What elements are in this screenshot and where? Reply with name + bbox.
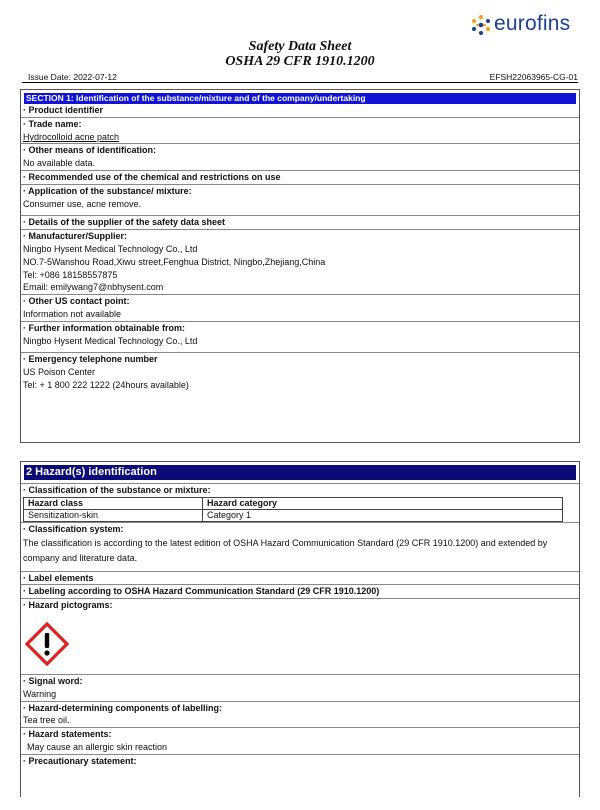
issue-date: Issue Date: 2022-07-12: [28, 72, 117, 82]
components-value: Tea tree oil.: [23, 715, 70, 726]
pictograms-label: · Hazard pictograms:: [23, 600, 113, 611]
supplier-details-label: · Details of the supplier of the safety data sheet: [23, 217, 226, 228]
manufacturer-address: NO.7-5Wanshou Road,Xiwu street,Fenghua District, Ningbo,Zhejiang,China: [23, 256, 326, 267]
section-1-heading: SECTION 1: Identification of the substance/mixture and of the company/undertaking: [24, 93, 576, 104]
emergency-tel: Tel: + 1 800 222 1222 (24hours available): [23, 379, 189, 390]
table-cell: Sensitization-skin: [24, 509, 203, 521]
eurofins-logo: [470, 10, 590, 40]
hazard-table: [23, 497, 563, 522]
signal-word-value: Warning: [23, 688, 57, 699]
table-cell: Category 1: [203, 509, 563, 521]
precautionary-label: · Precautionary statement:: [23, 755, 137, 766]
header-rule: [22, 82, 578, 83]
us-contact-label: · Other US contact point:: [23, 296, 130, 307]
exclamation-mark-diamond-icon: [25, 622, 69, 666]
other-means-label: · Other means of identification:: [23, 145, 157, 156]
document-code: EFSH22063965-CG-01: [489, 72, 578, 82]
hazard-statements-value: May cause an allergic skin reaction: [27, 741, 168, 752]
application-value: Consumer use, acne remove.: [23, 198, 142, 209]
table-header-cell: Hazard category: [203, 497, 563, 509]
classification-system-value: The classification is according to the latest edition of OSHA Hazard Communication Standard (29 CFR 1910.1200) and extended by company and literature data.: [23, 537, 548, 563]
section-2-heading: 2 Hazard(s) identification: [24, 465, 576, 480]
further-info-label: · Further information obtainable from:: [23, 322, 185, 333]
emergency-center: US Poison Center: [23, 367, 96, 378]
manufacturer-email: Email: emilywang7@nbhysent.com: [23, 282, 164, 293]
label-elements-label: · Label elements: [23, 572, 94, 583]
section-2: [20, 461, 580, 797]
hazard-statements-label: · Hazard statements:: [23, 729, 112, 740]
logo-text: eurofins: [494, 12, 571, 35]
classification-label: · Classification of the substance or mixture:: [23, 485, 211, 495]
signal-word-label: · Signal word:: [23, 675, 83, 686]
table-header-row: [24, 497, 563, 509]
table-row: [24, 509, 563, 521]
product-identifier-label: · Product identifier: [23, 105, 104, 115]
application-label: · Application of the substance/ mixture:: [23, 185, 192, 196]
emergency-label: · Emergency telephone number: [23, 354, 158, 365]
labeling-label: · Labeling according to OSHA Hazard Communication Standard (29 CFR 1910.1200): [23, 586, 380, 597]
document-title: Safety Data Sheet: [248, 39, 352, 54]
logo-dots-icon: [470, 14, 492, 36]
trade-name-value: Hydrocolloid acne patch: [23, 131, 120, 142]
classification-system-label: · Classification system:: [23, 523, 124, 534]
other-means-value: No available data.: [23, 158, 96, 169]
table-header-cell: Hazard class: [24, 497, 203, 509]
further-info-value: Ningbo Hysent Medical Technology Co., Ltd: [23, 335, 198, 346]
us-contact-value: Information not available: [23, 308, 122, 319]
section-1: [20, 89, 580, 443]
document-subtitle: OSHA 29 CFR 1910.1200: [225, 54, 375, 69]
manufacturer-tel: Tel: +086 18158557875: [23, 269, 118, 280]
components-label: · Hazard-determining components of labelling:: [23, 702, 223, 713]
manufacturer-name: Ningbo Hysent Medical Technology Co., Ltd: [23, 243, 198, 254]
recommended-use-label: · Recommended use of the chemical and restrictions on use: [23, 171, 281, 182]
trade-name-label: · Trade name:: [23, 118, 82, 129]
manufacturer-label: · Manufacturer/Supplier:: [23, 231, 128, 242]
